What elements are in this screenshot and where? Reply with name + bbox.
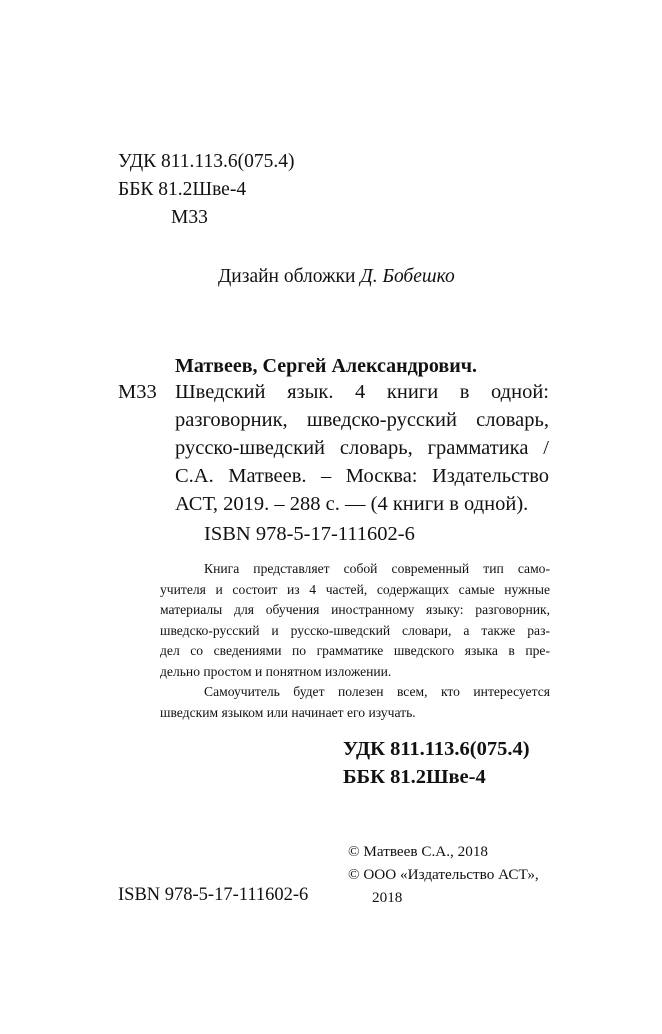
biblio-line: С.А. Матвеев. – Москва: Издательство — [175, 465, 549, 487]
annotation-line: материалы для обучения иностранному языку: разговорник, — [160, 602, 550, 617]
record-author: Матвеев, Сергей Александрович. — [175, 355, 478, 377]
isbn-bottom: ISBN 978-5-17-111602-6 — [118, 885, 309, 905]
cover-design-credit — [218, 263, 455, 291]
annotation-line: шведским языком или начинает его изучать. — [160, 704, 416, 720]
cover-designer-name: Д. Бобешко — [360, 266, 455, 287]
annotation — [160, 559, 550, 723]
annotation-line: шведско-русский и русско-шведский словари, а также раз- — [160, 622, 550, 638]
biblio-line: русско-шведский словарь, грамматика / — [175, 437, 549, 459]
author-mark-top: М33 — [171, 207, 208, 228]
biblio-line: разговорник, шведско-русский словарь, — [175, 409, 549, 431]
biblio-line: Шведский язык. 4 книги в одной: — [175, 381, 549, 403]
annotation-line: дел со сведениями по грамматике шведского языка в пре- — [160, 643, 550, 658]
record-isbn: ISBN 978-5-17-111602-6 — [204, 523, 415, 545]
annotation-line: Книга представляет собой современный тип само- — [204, 561, 550, 576]
udk-code-bold: УДК 811.113.6(075.4) — [343, 738, 530, 760]
record-author-mark: М33 — [118, 381, 157, 403]
annotation-line: учителя и состоит из 4 частей, содержащих самые нужные — [160, 581, 550, 597]
annotation-line: дельно простом и понятном изложении. — [160, 663, 392, 679]
cover-design-label: Дизайн обложки — [218, 266, 361, 287]
annotation-line: Самоучитель будет полезен всем, кто интересуется — [204, 684, 550, 699]
copyright-publisher-year: 2018 — [372, 889, 403, 906]
bbk-code-bold: ББК 81.2Шве-4 — [343, 766, 486, 788]
bibliographic-description — [175, 378, 549, 518]
copyright-publisher: © ООО «Издательство АСТ», — [348, 866, 539, 883]
udk-code-top: УДК 811.113.6(075.4) — [118, 151, 295, 172]
bbk-code-top: ББК 81.2Шве-4 — [118, 179, 247, 200]
copyright-author: © Матвеев С.А., 2018 — [348, 843, 489, 860]
biblio-line: АСТ, 2019. – 288 с. — (4 книги в одной). — [175, 493, 529, 515]
